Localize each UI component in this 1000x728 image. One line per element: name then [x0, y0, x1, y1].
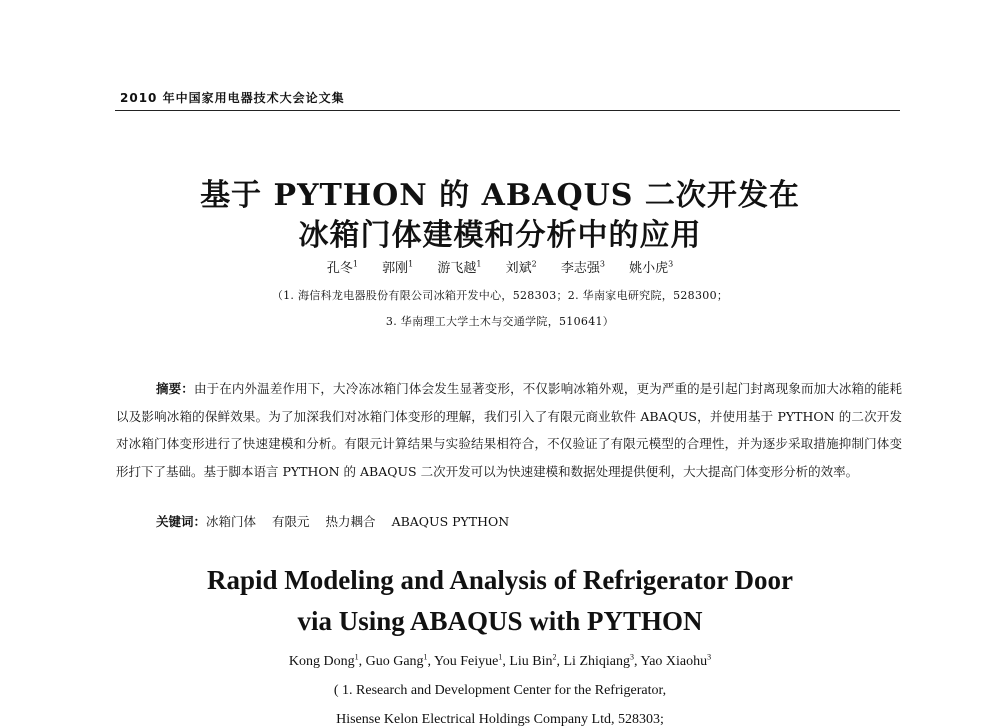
keyword: 热力耦合 — [325, 514, 376, 529]
keywords — [156, 512, 525, 530]
english-title-line-2: via Using ABAQUS with PYTHON — [297, 606, 703, 636]
author-name: 郭刚 — [382, 261, 409, 276]
author-en — [564, 654, 635, 669]
author-name: Li Zhiqiang — [563, 654, 630, 669]
english-affiliation-line-1: ( 1. Research and Development Center for the Refrigerator, — [333, 683, 667, 698]
running-head: 2010 年中国家用电器技术大会论文集 — [120, 91, 345, 105]
abstract-text: 由于在内外温差作用下，大冷冻冰箱门体会发生显著变形，不仅影响冰箱外观，更为严重的是引起门封离现象而加大冰箱的能耗以及影响冰箱的保鲜效果。为了加深我们对冰箱门体变形的理解，我们引入了有限元商业软件 ABAQUS，并使用基于 PYTHON 的二次开发对冰箱门体变形进行了快速建模和分析。有限元计算结果与实验结果相符合，不仅验证了有限元模型的合理性，并为逐步采取措施抑制门体变形打下了基础。基于脚本语言 PYTHON 的 ABAQUS 二次开发可以为快速建模和数据处理提供便利，大大提高门体变形分析的效率。 — [116, 381, 902, 479]
keyword: 冰箱门体 — [206, 514, 257, 529]
author-cn — [327, 257, 358, 276]
affiliation-mark: 3 — [599, 259, 605, 269]
affiliation-mark: 1 — [476, 259, 482, 269]
english-author-list: Kong Dong$^1$, Guo Gang$^1$, You Feiyue$^1$, Liu Bin$^2$, Li Zhiqiang$^3$, Yao Xiaohu$^3$ — [288, 652, 712, 669]
keyword: ABAQUS PYTHON — [391, 514, 510, 529]
author-en — [366, 654, 428, 669]
header-rule — [115, 110, 900, 111]
author-name: 李志强 — [560, 261, 600, 276]
author-en — [289, 654, 359, 669]
affiliation-mark: 3 — [630, 652, 634, 662]
affiliation-mark: 3 — [707, 652, 712, 662]
affiliation-mark: 1 — [423, 652, 428, 662]
affiliation-mark: 1 — [352, 259, 358, 269]
author-en — [509, 654, 556, 669]
author-en — [640, 654, 711, 669]
keyword: 有限元 — [272, 514, 310, 529]
author-name: 姚小虎 — [629, 261, 669, 276]
english-title-line-1: Rapid Modeling and Analysis of Refrigerator Door — [207, 565, 793, 595]
author-name: Guo Gang — [365, 654, 424, 669]
author-name: 刘斌 — [505, 261, 532, 276]
author-cn — [437, 257, 481, 276]
affiliation-mark: 2 — [552, 652, 557, 662]
chinese-title-line-1: 基于 PYTHON 的 ABAQUS 二次开发在 — [200, 178, 800, 213]
affiliation-mark: 1 — [354, 652, 359, 662]
author-name: 游飞越 — [437, 261, 477, 276]
author-cn — [629, 257, 673, 276]
affiliation-mark: 3 — [668, 259, 674, 269]
abstract — [116, 375, 902, 485]
chinese-affiliation-line-1: （1. 海信科龙电器股份有限公司冰箱开发中心，528303；2. 华南家电研究院，528300； — [271, 289, 729, 302]
affiliation-mark: 1 — [408, 259, 414, 269]
author-name: Yao Xiaohu — [640, 654, 708, 669]
author-name: Kong Dong — [288, 654, 355, 669]
author-cn — [506, 257, 537, 276]
author-cn — [382, 257, 413, 276]
abstract-label: 摘要： — [156, 381, 194, 396]
chinese-title-line-2: 冰箱门体建模和分析中的应用 — [298, 218, 702, 253]
author-name: 孔冬 — [326, 261, 353, 276]
author-name: You Feiyue — [434, 654, 499, 669]
keywords-label: 关键词： — [156, 514, 207, 529]
affiliation-mark: 1 — [498, 652, 503, 662]
author-en — [434, 654, 502, 669]
chinese-author-list — [0, 257, 1000, 276]
english-affiliation-line-2: Hisense Kelon Electrical Holdings Company Ltd, 528303; — [336, 712, 664, 727]
chinese-affiliation-line-2: 3. 华南理工大学土木与交通学院，510641） — [385, 315, 615, 328]
affiliation-mark: 2 — [531, 259, 537, 269]
author-cn — [561, 257, 605, 276]
author-name: Liu Bin — [509, 654, 553, 669]
